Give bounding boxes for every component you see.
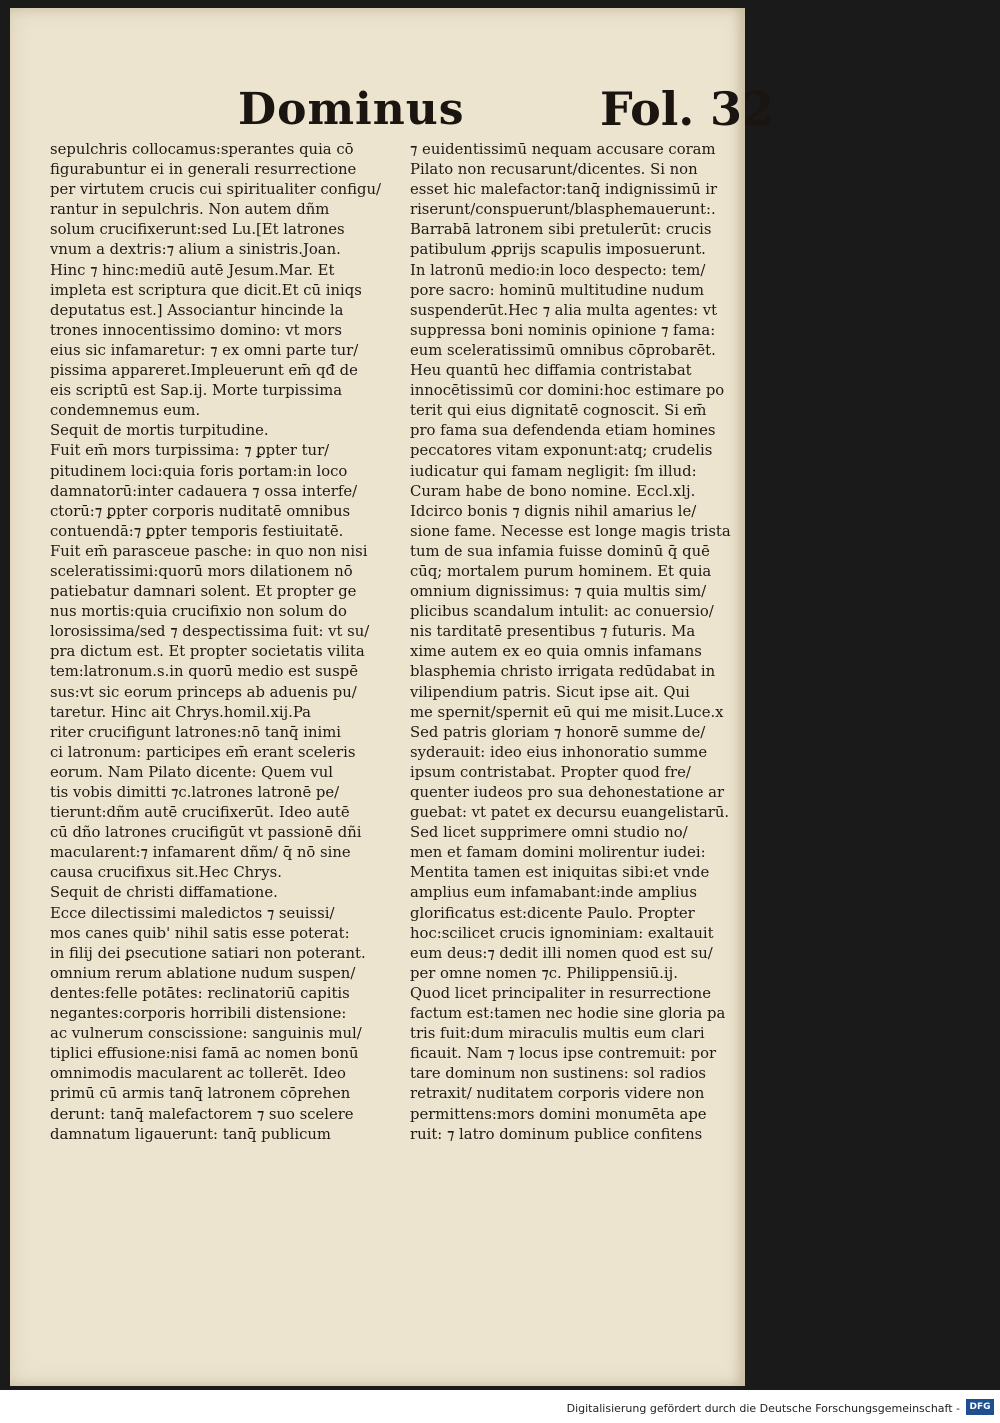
text-line: ⁊ euidentissimū nequam accusare coram	[410, 141, 716, 158]
text-line: Fuit em̄ parasceue pasche: in quo non nisi	[50, 542, 368, 560]
digitization-footer	[0, 1390, 1000, 1423]
text-line: eum deus:⁊ dedit illi nomen quod est su/	[410, 944, 713, 962]
text-line: quenter iudeos pro sua dehonestatione ar	[410, 784, 725, 801]
text-line: ci latronum: participes em̄ erant sceleris	[50, 743, 356, 761]
text-line: ficauit. Nam ⁊ locus ipse contremuit: por	[410, 1045, 717, 1063]
text-line: sione fame. Necesse est longe magis trista	[410, 522, 731, 540]
text-line: omnium dignissimus: ⁊ quia multis sim/	[410, 583, 707, 601]
text-line: Sed patris gloriam ⁊ honorē summe de/	[410, 723, 706, 741]
text-line: Mentita tamen est iniquitas sibi:et vnde	[410, 864, 710, 882]
text-line: factum est:tamen nec hodie sine gloria pa	[410, 1005, 726, 1023]
text-line: solum crucifixerunt:sed Lu.[Et latrones	[50, 221, 345, 239]
text-line: omnimodis macularent ac tollerēt. Ideo	[50, 1065, 346, 1083]
text-line: omnium rerum ablatione nudum suspen/	[50, 964, 356, 982]
text-line: condemnemus eum.	[50, 402, 201, 420]
text-line: in filij dei ꝑsecutione satiari non poterant.	[50, 944, 366, 962]
text-line: innocētissimū cor domini:hoc estimare po	[410, 382, 725, 400]
text-line: terit qui eius dignitatē cognoscit. Si em̄	[410, 402, 707, 420]
text-line: iudicatur qui famam negligit: ſm illud:	[410, 462, 697, 480]
text-line: eis scriptū est Sap.ij. Morte turpissima	[50, 382, 343, 400]
text-line: riter crucifigunt latrones:nō tanq̄ inimi	[50, 723, 341, 741]
text-line: In latronū medio:in loco despecto: tem/	[410, 261, 706, 279]
text-line: glorificatus est:dicente Paulo. Propter	[410, 904, 695, 922]
text-line: guebat: vt patet ex decursu euangelistarū.	[410, 804, 730, 822]
text-line: tis vobis dimitti ⁊c.latrones latronē pe/	[50, 784, 340, 801]
text-line: ac vulnerum conscissione: sanguinis mul/	[50, 1025, 362, 1043]
text-line: trones innocentissimo domino: vt mors	[50, 321, 342, 339]
text-line: blasphemia christo irrigata redūdabat in	[410, 663, 716, 681]
text-line: amplius eum infamabant:inde amplius	[410, 884, 697, 902]
text-line: Sequit de mortis turpitudine.	[50, 422, 269, 440]
text-line: sceleratissimi:quorū mors dilationem nō	[50, 562, 353, 580]
folio-number: 32	[710, 82, 775, 136]
text-line: per virtutem crucis cui spiritualiter configu/	[50, 181, 381, 199]
text-line: mos canes quib' nihil satis esse poterat:	[50, 924, 350, 942]
text-line: pore sacro: hominū multitudine nudum	[410, 281, 704, 299]
text-line: ipsum contristabat. Propter quod fre/	[410, 763, 691, 781]
text-line: esset hic malefactor:tanq̄ indignissimū ir	[410, 181, 718, 199]
text-line: damnatorū:inter cadauera ⁊ ossa interfe/	[50, 482, 358, 500]
text-line: eorum. Nam Pilato dicente: Quem vul	[50, 763, 333, 781]
text-line: plicibus scandalum intulit: ac conuersio/	[410, 603, 714, 621]
text-line: Barrabā latronem sibi pretulerūt: crucis	[410, 221, 712, 239]
funding-credit: Digitalisierung gefördert durch die Deutsche Forschungsgemeinschaft -	[566, 1402, 960, 1415]
text-line: Pilato non recusarunt/dicentes. Si non	[410, 161, 698, 179]
text-line: figurabuntur ei in generali resurrectione	[50, 161, 357, 179]
text-line: negantes:corporis horribili distensione:	[50, 1005, 347, 1023]
text-line: nis tarditatē presentibus ⁊ futuris. Ma	[410, 623, 696, 641]
folio-label: Fol.	[600, 82, 695, 136]
text-line: lorosissima/sed ⁊ despectissima fuit: vt su/	[50, 623, 370, 641]
text-line: Idcirco bonis ⁊ dignis nihil amarius le/	[410, 502, 697, 520]
text-line: eum sceleratissimū omnibus cōprobarēt.	[410, 341, 716, 359]
text-line: tum de sua infamia fuisse dominū q̄ quē	[410, 542, 710, 560]
text-line: men et famam domini molirentur iudei:	[410, 844, 706, 862]
text-line: tiplici effusione:nisi famā ac nomen bonū	[50, 1045, 359, 1063]
text-line: xime autem ex eo quia omnis infamans	[410, 643, 702, 661]
book-page	[10, 8, 775, 1386]
text-line: permittens:mors domini monumēta ape	[410, 1105, 707, 1123]
text-line: derunt: tanq̄ malefactorem ⁊ suo scelere	[50, 1105, 354, 1123]
text-line: contuendā:⁊ ꝑpter temporis festiuitatē.	[50, 522, 344, 540]
text-line: hoc:scilicet crucis ignominiam: exaltauit	[410, 924, 714, 942]
left-text-column	[50, 140, 408, 1145]
text-line: retraxit/ nuditatem corporis videre non	[410, 1085, 705, 1103]
text-line: Ecce dilectissimi maledictos ⁊ seuissi/	[50, 904, 335, 922]
text-line: macularent:⁊ infamarent dñm/ q̄ nō sine	[50, 844, 351, 862]
text-line: me spernit/spernit eū qui me misit.Luce.x	[410, 703, 724, 721]
text-line: rantur in sepulchris. Non autem dñm	[50, 201, 330, 219]
text-line: deputatus est.] Associantur hincinde la	[50, 301, 344, 319]
text-line: impleta est scriptura que dicit.Et cū iniqs	[50, 281, 362, 299]
text-line: suspenderūt.Hec ⁊ alia multa agentes: vt	[410, 301, 718, 319]
text-line: Hinc ⁊ hinc:mediū autē Jesum.Mar. Et	[50, 261, 335, 279]
text-line: vnum a dextris:⁊ alium a sinistris.Joan.	[50, 241, 341, 259]
text-line: pitudinem loci:quia foris portam:in loco	[50, 462, 348, 480]
text-line: patiebatur damnari solent. Et propter ge	[50, 583, 357, 601]
text-line: ruit: ⁊ latro dominum publice confitens	[410, 1125, 703, 1143]
text-line: riserunt/conspuerunt/blasphemauerunt:.	[410, 201, 716, 219]
text-line: sus:vt sic eorum princeps ab aduenis pu/	[50, 683, 357, 701]
text-line: tare dominum non sustinens: sol radios	[410, 1065, 706, 1083]
text-line: per omne nomen ⁊c. Philippensiū.ij.	[410, 964, 678, 982]
text-line: tierunt:dñm autē crucifixerūt. Ideo autē	[50, 804, 350, 822]
text-line: Quod licet principaliter in resurrectione	[410, 984, 711, 1002]
dfg-logo: DFG	[966, 1399, 994, 1415]
text-line: pissima appareret.Impleuerunt em̄ qđ de	[50, 362, 358, 380]
text-line: taretur. Hinc ait Chrys.homil.xij.Pa	[50, 703, 311, 721]
text-line: primū cū armis tanq̄ latronem cōprehen	[50, 1085, 351, 1103]
text-line: pra dictum est. Et propter societatis vilita	[50, 643, 365, 661]
text-line: pro fama sua defendenda etiam homines	[410, 422, 716, 440]
text-line: Curam habe de bono nomine. Eccl.xlj.	[410, 482, 696, 500]
text-line: tris fuit:dum miraculis multis eum clari	[410, 1025, 705, 1043]
text-line: Fuit em̄ mors turpissima: ⁊ ꝑpter tur/	[50, 442, 330, 460]
text-line: nus mortis:quia crucifixio non solum do	[50, 603, 347, 621]
text-line: peccatores vitam exponunt:atq; crudelis	[410, 442, 713, 460]
right-text-column	[410, 140, 750, 1145]
text-line: Sed licet supprimere omni studio no/	[410, 824, 688, 842]
text-line: Sequit de christi diffamatione.	[50, 884, 278, 902]
text-line: patibulum ꝓprijs scapulis imposuerunt.	[410, 241, 706, 259]
text-line: suppressa boni nominis opinione ⁊ fama:	[410, 321, 716, 339]
text-line: damnatum ligauerunt: tanq̄ publicum	[50, 1125, 331, 1143]
text-line: vilipendium patris. Sicut ipse ait. Qui	[410, 683, 690, 701]
text-line: tem:latronum.s.in quorū medio est suspē	[50, 663, 359, 681]
text-line: causa crucifixus sit.Hec Chrys.	[50, 864, 282, 882]
text-line: ctorū:⁊ ꝑpter corporis nuditatē omnibus	[50, 502, 351, 520]
text-line: cūq; mortalem purum hominem. Et quia	[410, 562, 712, 580]
text-line: eius sic infamaretur: ⁊ ex omni parte tur/	[50, 341, 359, 359]
running-title: Dominus	[238, 84, 465, 135]
text-line: syderauit: ideo eius inhonoratio summe	[410, 743, 708, 761]
text-line: dentes:felle potātes: reclinatoriū capitis	[50, 984, 350, 1002]
text-line: Heu quantū hec diffamia contristabat	[410, 362, 692, 380]
text-line: cū dño latrones crucifigūt vt passionē dñi	[50, 824, 362, 842]
text-line: sepulchris collocamus:sperantes quia cō	[50, 141, 354, 158]
